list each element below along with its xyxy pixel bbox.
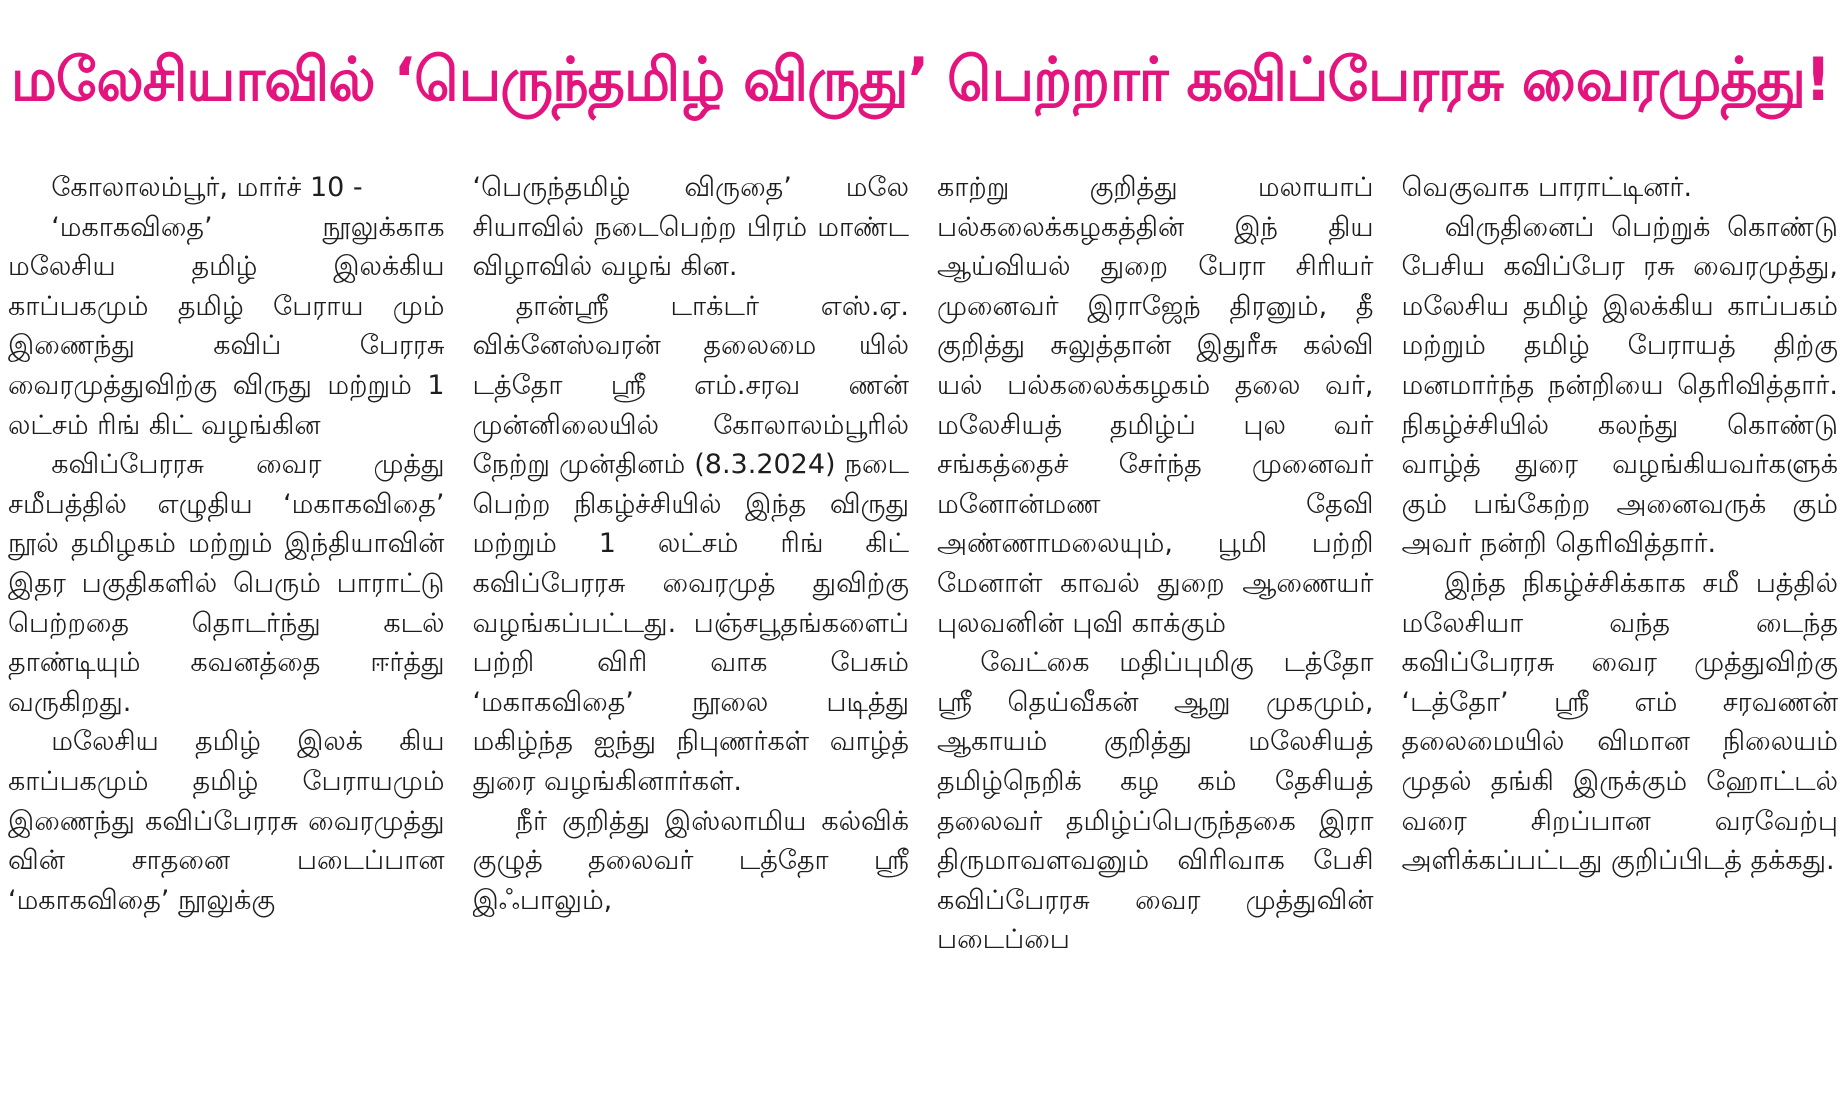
article-paragraph: கவிப்பேரரசு வைர முத்து சமீபத்தில் எழுதிய ‘மகாகவிதை’ நூல் தமிழகம் மற்றும் இந்தியாவின் இதர பகுதிகளில் பெரும் பாராட்டு பெற்றதை தொடர்ந்து கடல் தாண்டியும் கவனத்தை ஈர்த்து வருகிறது. <box>8 449 445 718</box>
article-paragraph: இந்த நிகழ்ச்சிக்காக சமீ பத்தில் மலேசியா வந்த டைந்த கவிப்பேரரசு வைர முத்துவிற்கு ‘டத்தோ’ ஸ்ரீ எம் சரவணன் தலைமையில் விமான நிலையம் முதல் தங்கி இருக்கும் ஹோட்டல் வரை சிறப்பான வரவேற்பு அளிக்கப்பட்டது குறிப்பிடத் தக்கது. <box>1401 567 1838 877</box>
article-paragraph: வெகுவாக பாராட்டினர். <box>1401 172 1693 203</box>
article-paragraph: மலேசிய தமிழ் இலக் கிய காப்பகமும் தமிழ் பேராயமும் இணைந்து கவிப்பேரரசு வைரமுத்து வின் சாதனை படைப்பான ‘மகாகவிதை’ நூலுக்கு <box>8 726 445 916</box>
article-paragraph: ‘பெருந்தமிழ் விருதை’ மலே சியாவில் நடைபெற்ற பிரம் மாண்ட விழாவில் வழங் கின. <box>472 172 909 283</box>
article-paragraph: விருதினைப் பெற்றுக் கொண்டு பேசிய கவிப்பேர ரசு வைரமுத்து, மலேசிய தமிழ் இலக்கிய காப்பகம் மற்றும் தமிழ் பேராயத் திற்கு மனமார்ந்த நன்றியை தெரிவித்தார். நிகழ்ச்சியில் கலந்து கொண்டு வாழ்த் துரை வழங்கியவர்களுக் கும் பங்கேற்ற அனைவருக் கும் அவர் நன்றி தெரிவித்தார். <box>1401 211 1838 560</box>
article-column-2 <box>473 168 910 1096</box>
article-column-4 <box>1402 168 1839 1096</box>
article-paragraph: வேட்கை மதிப்புமிகு டத்தோ ஸ்ரீ தெய்வீகன் ஆறு முகமும், ஆகாயம் குறித்து மலேசியத் தமிழ்நெறிக் கழ கம் தேசியத் தலைவர் தமிழ்ப்பெருந்தகை இரா திருமாவளவனும் விரிவாக பேசி கவிப்பேரரசு வைர முத்துவின் படைப்பை <box>937 647 1374 956</box>
headline-title: மலேசியாவில் ‘பெருந்தமிழ் விருது’ பெற்றார் கவிப்பேரரசு வைரமுத்து! <box>11 45 1831 115</box>
headline-banner <box>0 0 1842 160</box>
article-paragraph: தான்ஸ்ரீ டாக்டர் எஸ்.ஏ. விக்னேஸ்வரன் தலைமை யில் டத்தோ ஸ்ரீ எம்.சரவ ணன் முன்னிலையில் கோலாலம்பூரில் நேற்று முன்தினம் (8.3.2024) நடை பெற்ற நிகழ்ச்சியில் இந்த விருது மற்றும் 1 லட்சம் ரிங் கிட் கவிப்பேரரசு வைரமுத் துவிற்கு வழங்கப்பட்டது. பஞ்சபூதங்களைப் பற்றி விரி வாக பேசும் ‘மகாகவிதை’ நூலை படித்து மகிழ்ந்த ஐந்து நிபுணர்கள் வாழ்த் துரை வழங்கினார்கள். <box>472 290 909 797</box>
article-paragraph: ‘மகாகவிதை’ நூலுக்காக மலேசிய தமிழ் இலக்கிய காப்பகமும் தமிழ் பேராய மும் இணைந்து கவிப் பேரரசு வைரமுத்துவிற்கு விருது மற்றும் 1 லட்சம் ரிங் கிட் வழங்கின <box>8 211 445 441</box>
article-body <box>8 168 1838 1096</box>
article-column-1 <box>8 168 445 1096</box>
article-paragraph: காற்று குறித்து மலாயாப் பல்கலைக்கழகத்தின் இந் திய ஆய்வியல் துறை பேரா சிரியர் முனைவர் இராஜேந் திரனும், தீ குறித்து சுலுத்தான் இதுரீசு கல்வி யல் பல்கலைக்கழகம் தலை வர், மலேசியத் தமிழ்ப் புல வர் சங்கத்தைச் சேர்ந்த முனைவர் மனோன்மண தேவி அண்ணாமலையும், பூமி பற்றி மேனாள் காவல் துறை ஆணையர் புலவனின் புவி காக்கும் <box>937 172 1374 639</box>
dateline: கோலாலம்பூர், மார்ச் 10 - <box>51 172 363 203</box>
article-column-3 <box>937 168 1374 1096</box>
article-paragraph: நீர் குறித்து இஸ்லாமிய கல்விக் குழுத் தலைவர் டத்தோ ஸ்ரீ இஃபாலும், <box>472 805 909 916</box>
